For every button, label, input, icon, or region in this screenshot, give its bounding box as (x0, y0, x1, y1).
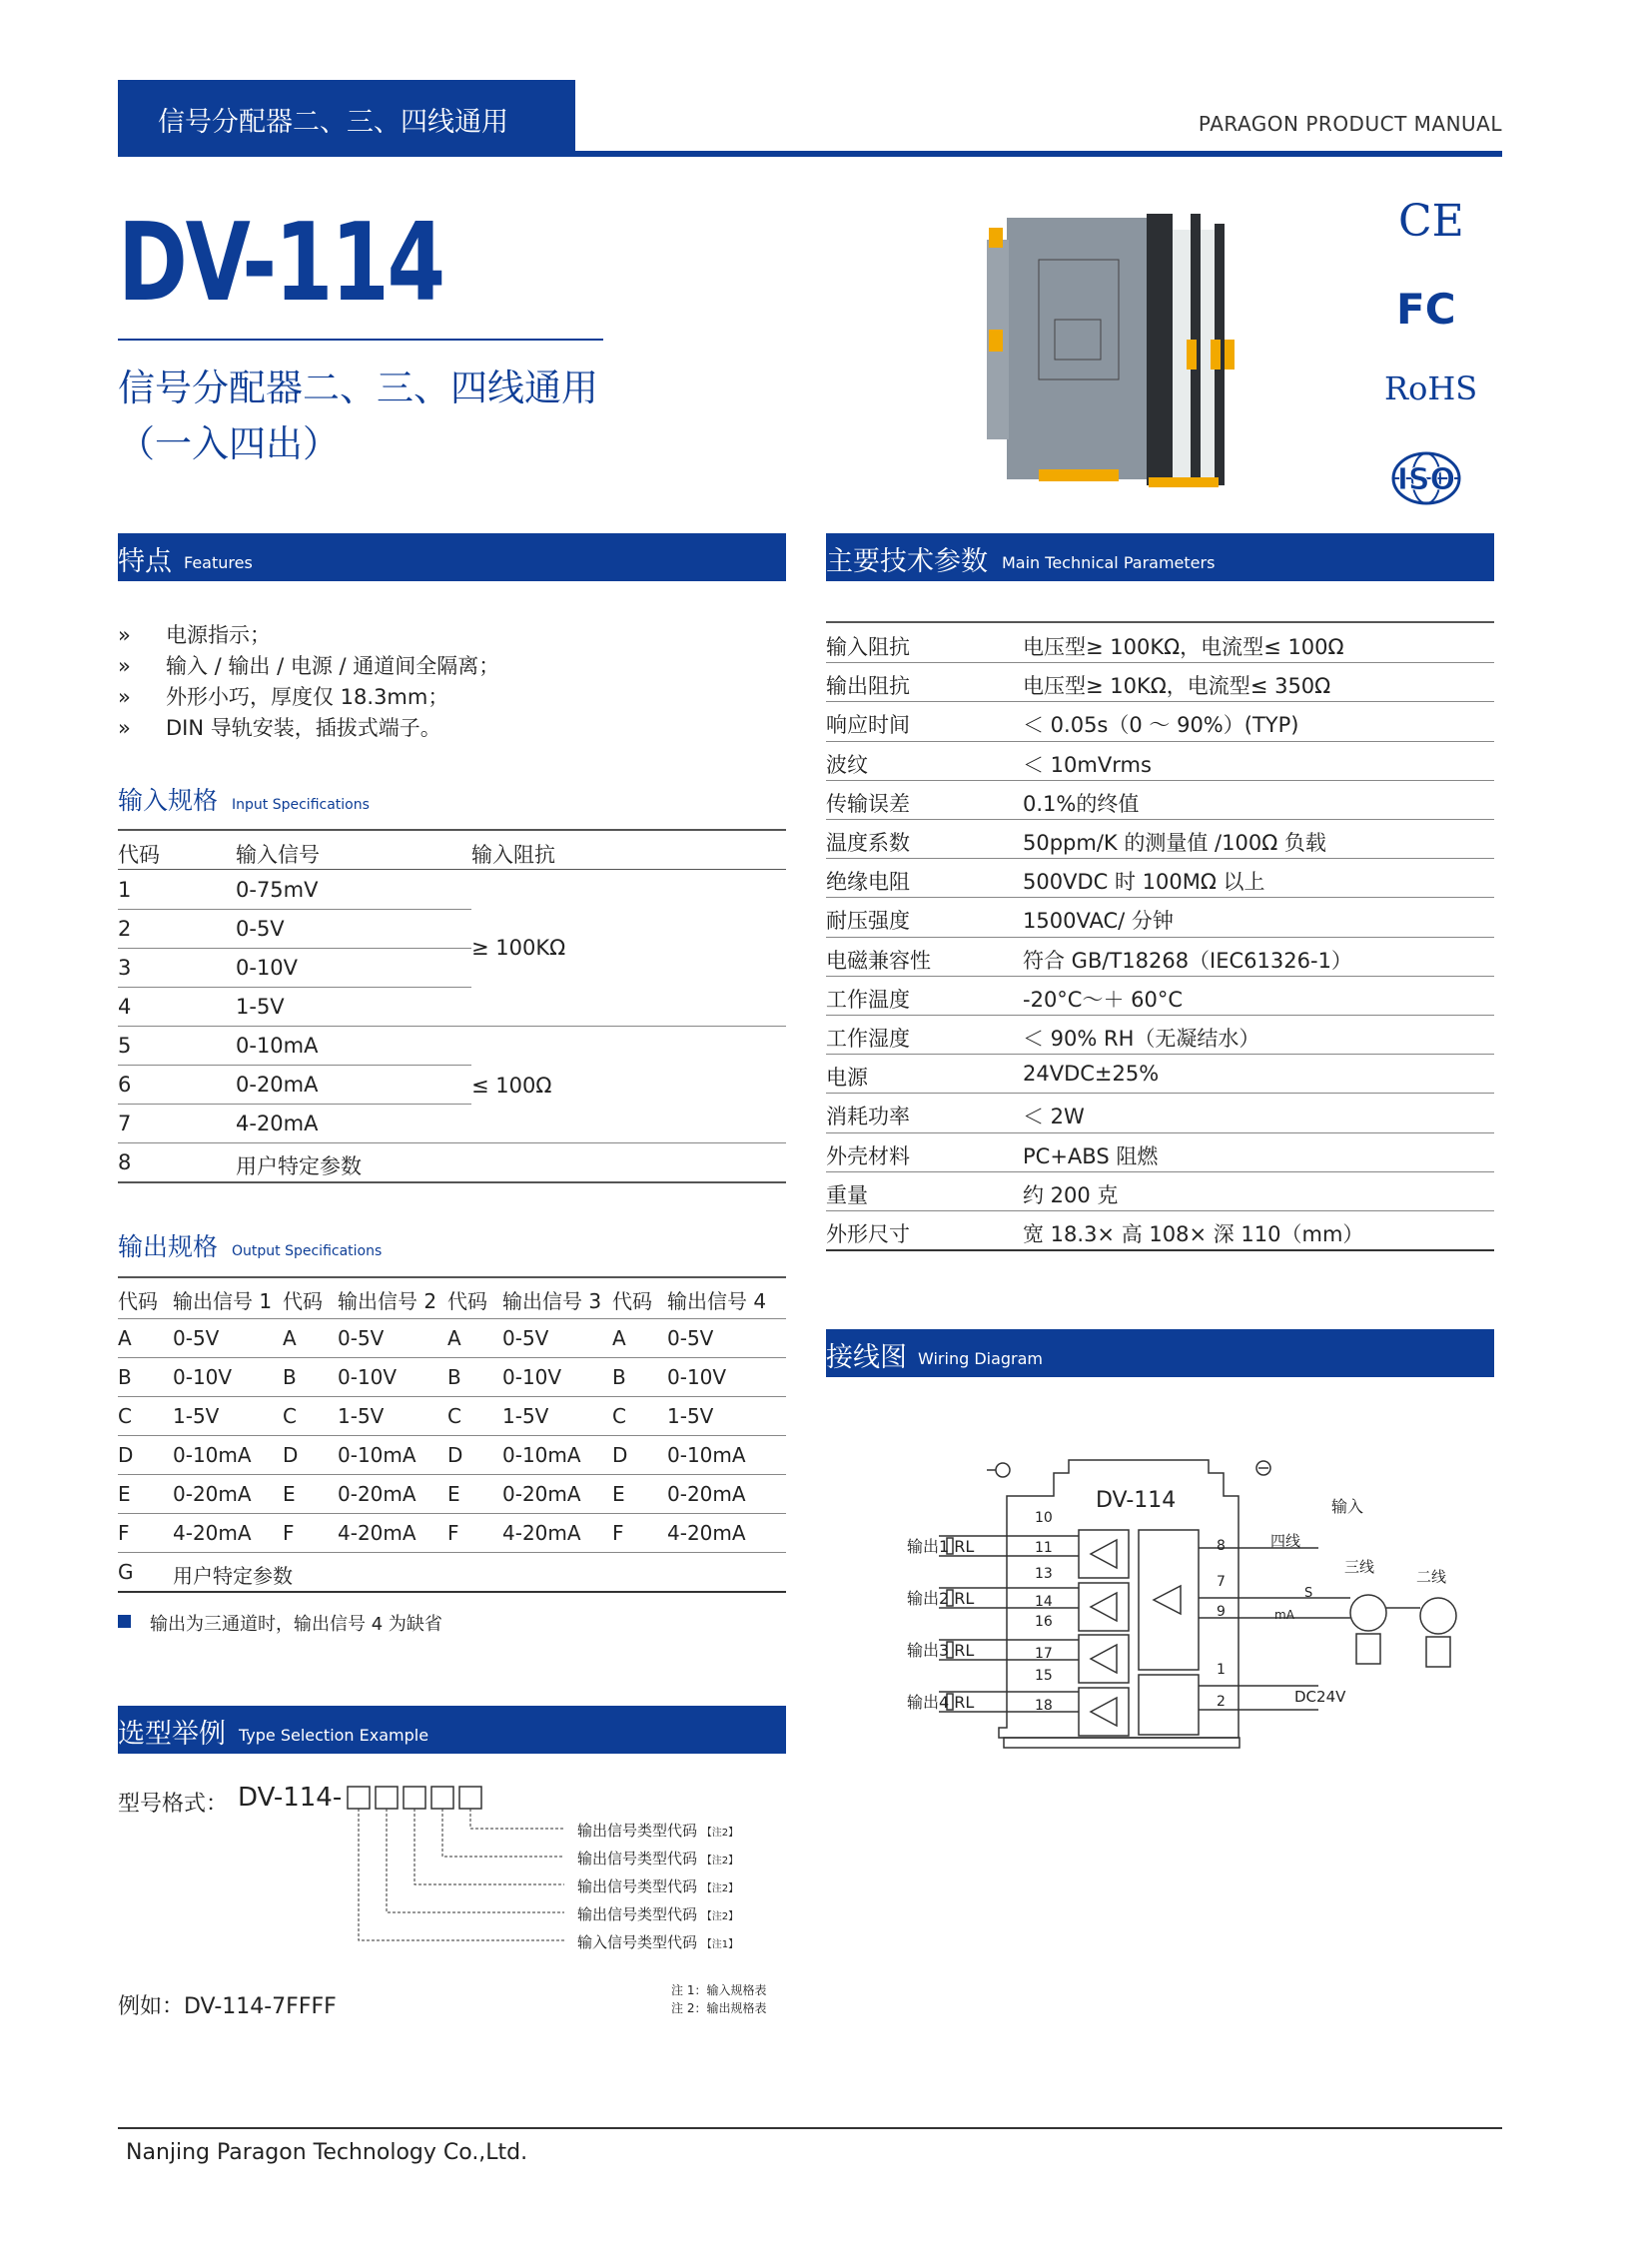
row-rule (118, 1357, 786, 1358)
footer-rule (118, 2127, 1502, 2129)
row-rule (826, 780, 1494, 781)
terminal-label: 18 (1035, 1698, 1053, 1714)
selection-line: 输出信号类型代码 【注2】 (577, 1877, 739, 1895)
feature-item (118, 681, 448, 711)
input-signal: 4-20mA (236, 1112, 319, 1135)
input-signal: 用户特定参数 (236, 1154, 362, 1178)
output-label: 输出2 RL (907, 1589, 975, 1608)
four-wire-label: 四线 (1270, 1532, 1301, 1550)
product-image (979, 200, 1248, 499)
col-header: 输入信号 (236, 843, 320, 867)
row-rule (826, 741, 1494, 742)
col-header: 输出信号 3 (502, 1289, 602, 1313)
input-code: 8 (118, 1150, 132, 1174)
param-value: -20°C～＋ 60°C (1023, 987, 1184, 1012)
model-title: DV-114 (118, 201, 443, 326)
output-code: B (118, 1365, 132, 1389)
output-code: A (118, 1326, 132, 1350)
col-header: 代码 (118, 1289, 158, 1313)
row-rule (826, 1171, 1494, 1172)
param-name: 波纹 (826, 752, 868, 777)
input-code: 6 (118, 1073, 132, 1097)
output-code: D (612, 1443, 628, 1467)
output-code: F (612, 1521, 624, 1545)
param-value: ＜ 2W (1023, 1105, 1085, 1129)
row-rule (826, 1093, 1494, 1094)
param-value: 宽 18.3× 高 108× 深 110（mm） (1023, 1222, 1364, 1246)
row-rule (826, 1210, 1494, 1211)
param-value: 0.1%的终值 (1023, 791, 1140, 816)
col-header: 代码 (447, 1289, 487, 1313)
output-code: C (118, 1404, 132, 1428)
table-rule (826, 621, 1494, 623)
row-rule (826, 897, 1494, 898)
feature-text: 电源指示； (166, 623, 271, 647)
param-value: ＜ 90% RH（无凝结水） (1023, 1027, 1260, 1051)
output-code: E (283, 1482, 296, 1506)
selection-title-en: Type Selection Example (239, 1726, 429, 1745)
output-signal: 0-20mA (667, 1482, 746, 1506)
col-header: 代码 (118, 843, 160, 867)
param-name: 外壳材料 (826, 1143, 910, 1168)
col-header: 输出信号 2 (338, 1289, 437, 1313)
selection-title: 选型举例 (118, 1719, 226, 1750)
terminal-label: 2 (1217, 1694, 1226, 1710)
tech-params-title-en: Main Technical Parameters (1002, 553, 1216, 572)
selection-line: 输出信号类型代码 【注2】 (577, 1850, 739, 1868)
output-spec-title-en: Output Specifications (232, 1243, 383, 1259)
terminal-label: 16 (1035, 1614, 1053, 1630)
iso-text: ISO (1396, 462, 1456, 497)
output-code: C (283, 1404, 297, 1428)
wiring-diagram (899, 1448, 1478, 1768)
param-name: 电源 (826, 1066, 868, 1091)
param-name: 绝缘电阻 (826, 870, 910, 895)
param-name: 电磁兼容性 (826, 948, 931, 973)
footer-company: Nanjing Paragon Technology Co.,Ltd. (126, 2140, 528, 2165)
row-rule (826, 1054, 1494, 1055)
note-square-icon (118, 1615, 131, 1628)
output-signal: 0-10mA (338, 1443, 416, 1467)
table-rule (118, 869, 786, 870)
output-signal: 1-5V (173, 1404, 220, 1428)
tech-params-title: 主要技术参数 (826, 546, 988, 577)
note-2: 注 2：输出规格表 (671, 2001, 767, 2015)
input-spec-title-en: Input Specifications (232, 797, 370, 813)
terminal-label: 10 (1035, 1510, 1053, 1526)
feature-item (118, 712, 441, 742)
output-signal: 0-20mA (173, 1482, 252, 1506)
row-rule (118, 1435, 786, 1436)
wiring-header (826, 1329, 1494, 1377)
output-code: B (447, 1365, 461, 1389)
row-rule (118, 948, 471, 949)
output-signal: 0-5V (502, 1326, 549, 1350)
ma-label: mA (1274, 1608, 1294, 1622)
selection-line: 输出信号类型代码 【注2】 (577, 1905, 739, 1923)
output-signal: 0-10mA (502, 1443, 581, 1467)
param-value: 约 200 克 (1023, 1182, 1119, 1207)
row-rule (118, 909, 471, 910)
input-spec-heading (118, 781, 370, 817)
output-signal: 4-20mA (338, 1521, 416, 1545)
output-code: F (447, 1521, 459, 1545)
row-rule (118, 1474, 786, 1475)
fcc-icon: FC (1396, 285, 1456, 334)
param-value: 符合 GB/T18268（IEC61326-1） (1023, 948, 1352, 973)
col-header: 代码 (612, 1289, 652, 1313)
subtitle-line1: 信号分配器二、三、四线通用 (118, 367, 598, 409)
output-code: D (283, 1443, 299, 1467)
row-rule (826, 819, 1494, 820)
power-label: DC24V (1294, 1688, 1346, 1706)
input-code: 3 (118, 956, 132, 980)
output-signal: 0-20mA (338, 1482, 416, 1506)
selection-line: 输出信号类型代码 【注2】 (577, 1822, 739, 1840)
note-1: 注 1：输入规格表 (671, 1983, 767, 1997)
param-name: 工作湿度 (826, 1027, 910, 1051)
terminal-label: 9 (1217, 1604, 1226, 1620)
output-signal: 4-20mA (667, 1521, 746, 1545)
selection-line: 输入信号类型代码 【注1】 (577, 1933, 739, 1951)
row-rule (826, 1249, 1494, 1251)
param-value: 24VDC±25% (1023, 1062, 1160, 1087)
input-spec-title: 输入规格 (118, 786, 219, 815)
feature-item (118, 619, 271, 649)
output-signal: 用户特定参数 (173, 1564, 293, 1588)
wiring-title: 接线图 (826, 1342, 907, 1373)
input-label: 输入 (1331, 1497, 1364, 1516)
output-signal: 4-20mA (173, 1521, 252, 1545)
terminal-label: 17 (1035, 1646, 1053, 1662)
param-name: 外形尺寸 (826, 1222, 910, 1246)
input-signal: 0-20mA (236, 1073, 319, 1097)
subtitle-line2: （一入四出） (118, 422, 340, 465)
tech-params-header (826, 533, 1494, 581)
output-signal: 0-10V (667, 1365, 727, 1389)
input-signal: 0-5V (236, 917, 285, 941)
col-header: 输出信号 4 (667, 1289, 767, 1313)
s-label: S (1304, 1586, 1313, 1601)
table-rule (118, 829, 786, 831)
param-name: 耐压强度 (826, 909, 910, 934)
header-rule (118, 151, 1502, 157)
output-code: A (447, 1326, 461, 1350)
bullet: » (118, 623, 131, 647)
bullet: » (118, 654, 131, 678)
param-value: 50ppm/K 的测量值 /100Ω 负载 (1023, 831, 1326, 855)
param-name: 传输误差 (826, 791, 910, 816)
selection-diagram (340, 1784, 799, 1953)
param-name: 重量 (826, 1182, 868, 1207)
three-wire-label: 三线 (1344, 1558, 1375, 1576)
output-signal: 0-20mA (502, 1482, 581, 1506)
terminal-label: 14 (1035, 1594, 1053, 1610)
row-rule (826, 858, 1494, 859)
param-value: 500VDC 时 100MΩ 以上 (1023, 870, 1265, 895)
param-name: 温度系数 (826, 831, 910, 855)
output-signal: 0-10V (502, 1365, 562, 1389)
output-code: B (283, 1365, 297, 1389)
output-signal: 1-5V (502, 1404, 549, 1428)
param-name: 输出阻抗 (826, 674, 910, 699)
param-name: 工作温度 (826, 987, 910, 1012)
output-code: D (118, 1443, 134, 1467)
features-title-en: Features (184, 553, 253, 572)
input-code: 2 (118, 917, 132, 941)
output-code: A (283, 1326, 297, 1350)
output-code: E (118, 1482, 131, 1506)
output-code: F (283, 1521, 295, 1545)
output-signal: 0-10V (173, 1365, 233, 1389)
output-signal: 0-10mA (667, 1443, 746, 1467)
terminal-label: 13 (1035, 1566, 1053, 1582)
output-signal: 0-5V (338, 1326, 385, 1350)
output-signal: 0-5V (667, 1326, 714, 1350)
input-code: 5 (118, 1034, 132, 1058)
output-spec-title: 输出规格 (118, 1232, 219, 1261)
input-signal: 0-10V (236, 956, 299, 980)
param-value: 1500VAC/ 分钟 (1023, 909, 1174, 934)
title-rule (118, 339, 603, 341)
row-rule (826, 976, 1494, 977)
features-header (118, 533, 786, 581)
output-label: 输出1 RL (907, 1537, 975, 1556)
input-signal: 0-75mV (236, 878, 319, 902)
param-value: ＜ 0.05s（0 ～ 90%）(TYP) (1023, 713, 1299, 738)
feature-text: 输入 / 输出 / 电源 / 通道间全隔离； (166, 654, 500, 678)
terminal-label: 1 (1217, 1662, 1226, 1678)
output-code: D (447, 1443, 463, 1467)
wiring-device-label: DV-114 (1096, 1488, 1177, 1513)
param-value: 电压型≥ 100KΩ，电流型≤ 100Ω (1023, 635, 1344, 659)
input-code: 7 (118, 1112, 132, 1135)
rohs-icon: RoHS (1384, 370, 1478, 407)
row-rule (826, 662, 1494, 663)
header-manual-label: PARAGON PRODUCT MANUAL (1198, 112, 1502, 136)
impedance-current: ≤ 100Ω (471, 1074, 552, 1098)
col-header: 输入阻抗 (471, 843, 555, 867)
row-rule (118, 987, 471, 988)
output-signal: 0-5V (173, 1326, 220, 1350)
row-rule (118, 1026, 786, 1027)
terminal-label: 15 (1035, 1668, 1053, 1684)
row-rule (118, 1142, 786, 1143)
table-rule (118, 1276, 786, 1278)
col-header: 输出信号 1 (173, 1289, 273, 1313)
input-signal: 1-5V (236, 995, 285, 1019)
bullet: » (118, 685, 131, 709)
iso-icon (1388, 449, 1464, 507)
output-signal: 1-5V (667, 1404, 714, 1428)
feature-text: DIN 导轨安装，插拔式端子。 (166, 716, 441, 740)
row-rule (118, 1104, 471, 1105)
output-note: 输出为三通道时，输出信号 4 为缺省 (150, 1614, 442, 1635)
output-code: A (612, 1326, 626, 1350)
row-rule (826, 937, 1494, 938)
row-rule (826, 1015, 1494, 1016)
param-value: ＜ 10mVrms (1023, 752, 1152, 777)
selection-header (118, 1706, 786, 1754)
terminal-label: 7 (1217, 1574, 1226, 1590)
output-signal: 0-10V (338, 1365, 398, 1389)
terminal-label: 11 (1035, 1540, 1053, 1556)
output-spec-heading (118, 1227, 382, 1263)
row-rule (118, 1065, 471, 1066)
row-rule (118, 1591, 786, 1593)
output-code: E (447, 1482, 460, 1506)
feature-text: 外形小巧，厚度仅 18.3mm； (166, 685, 449, 709)
row-rule (118, 1552, 786, 1553)
param-value: PC+ABS 阻燃 (1023, 1143, 1159, 1168)
input-code: 4 (118, 995, 132, 1019)
terminal-label: 8 (1217, 1538, 1226, 1554)
output-code: F (118, 1521, 130, 1545)
output-signal: 4-20mA (502, 1521, 581, 1545)
table-rule (118, 1181, 786, 1183)
features-title: 特点 (118, 546, 172, 577)
bullet: » (118, 716, 131, 740)
row-rule (826, 1132, 1494, 1133)
output-label: 输出4 RL (907, 1693, 975, 1712)
input-signal: 0-10mA (236, 1034, 319, 1058)
wiring-title-en: Wiring Diagram (918, 1349, 1044, 1368)
param-name: 响应时间 (826, 713, 910, 738)
output-code: C (447, 1404, 461, 1428)
input-code: 1 (118, 878, 132, 902)
format-model: DV-114- (238, 1783, 343, 1813)
param-name: 输入阻抗 (826, 635, 910, 659)
selection-example: 例如：DV-114-7FFFF (118, 1994, 337, 2019)
feature-item (118, 650, 499, 680)
output-label: 输出3 RL (907, 1641, 975, 1660)
impedance-voltage: ≥ 100KΩ (471, 936, 566, 960)
output-code: C (612, 1404, 626, 1428)
two-wire-label: 二线 (1416, 1568, 1447, 1586)
ce-icon: CE (1398, 196, 1464, 247)
param-value: 电压型≥ 10KΩ，电流型≤ 350Ω (1023, 674, 1331, 699)
output-signal: 0-10mA (173, 1443, 252, 1467)
output-signal: 1-5V (338, 1404, 385, 1428)
param-name: 消耗功率 (826, 1105, 910, 1129)
row-rule (118, 1513, 786, 1514)
header-tab-title: 信号分配器二、三、四线通用 (158, 107, 508, 138)
format-label: 型号格式： (118, 1792, 229, 1817)
row-rule (118, 1318, 786, 1319)
output-code: G (118, 1560, 134, 1584)
row-rule (826, 701, 1494, 702)
output-code: B (612, 1365, 626, 1389)
col-header: 代码 (283, 1289, 323, 1313)
output-code: E (612, 1482, 625, 1506)
row-rule (118, 1396, 786, 1397)
